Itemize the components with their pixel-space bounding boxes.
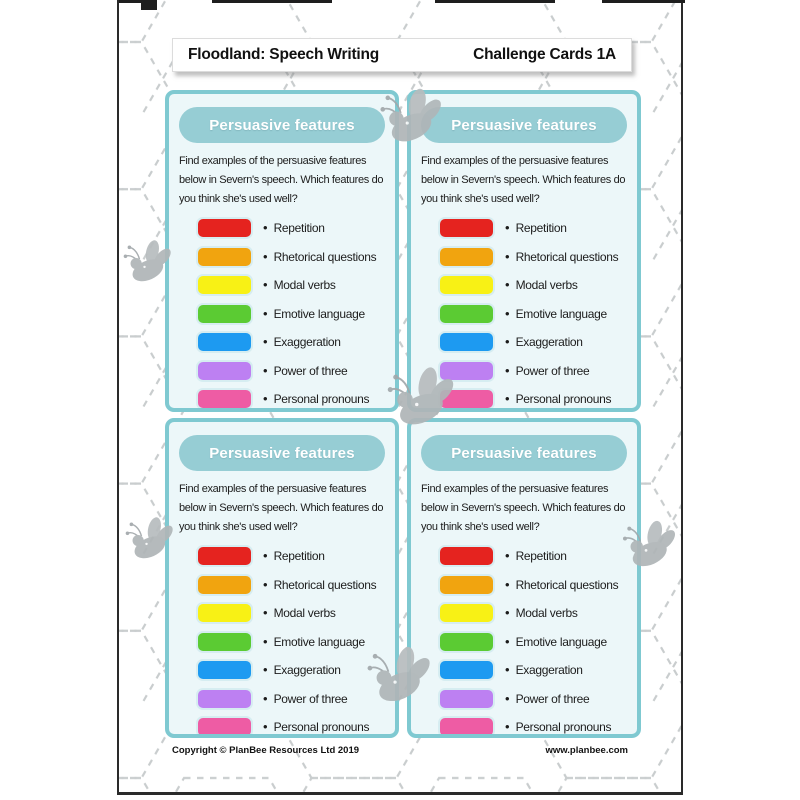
feature-color-swatch [196, 246, 253, 268]
feature-bullet: • [505, 334, 510, 349]
challenge-card [165, 418, 399, 738]
feature-row [196, 659, 395, 681]
footer [119, 745, 681, 756]
feature-label: Personal pronouns [273, 720, 370, 734]
feature-row [196, 274, 395, 296]
feature-bullet: • [263, 605, 268, 620]
feature-color-swatch [438, 274, 495, 296]
feature-color-swatch [196, 659, 253, 681]
card-title-pill [421, 435, 627, 471]
feature-bullet: • [505, 220, 510, 235]
header-badge: Challenge Cards 1A [473, 46, 616, 63]
card-title: Persuasive features [209, 116, 355, 134]
feature-row [196, 360, 395, 382]
feature-row [438, 688, 637, 710]
feature-list [438, 545, 637, 738]
feature-color-swatch [438, 217, 495, 239]
feature-color-swatch [438, 716, 495, 738]
feature-bullet: • [505, 248, 510, 264]
page-edge-mark [212, 0, 332, 3]
feature-list [196, 545, 395, 738]
feature-bullet: • [263, 391, 268, 406]
feature-bullet: • [505, 277, 510, 292]
feature-label: Emotive language [515, 306, 607, 321]
feature-color-swatch [196, 303, 253, 325]
feature-label: Power of three [273, 363, 348, 378]
feature-row [438, 246, 637, 268]
feature-row [438, 303, 637, 325]
challenge-card [407, 90, 641, 412]
feature-label: Emotive language [273, 306, 365, 321]
card-instructions: Find examples of the persuasive features below in Severn's speech. Which features do you think she's used well? [421, 483, 626, 533]
feature-color-swatch [196, 602, 253, 624]
feature-label: Power of three [273, 691, 348, 706]
footer-website: www.planbee.com [545, 745, 628, 756]
feature-color-swatch [438, 602, 495, 624]
feature-bullet: • [505, 362, 510, 378]
feature-label: Personal pronouns [515, 720, 612, 734]
feature-row [196, 602, 395, 624]
feature-row [438, 217, 637, 239]
feature-color-swatch [196, 631, 253, 653]
worksheet-page [117, 0, 683, 795]
feature-color-swatch [438, 331, 495, 353]
feature-label: Power of three [515, 363, 590, 378]
feature-row [438, 574, 637, 596]
feature-bullet: • [505, 719, 510, 734]
feature-bullet: • [263, 220, 268, 235]
feature-color-swatch [438, 688, 495, 710]
card-title: Persuasive features [451, 116, 597, 134]
feature-bullet: • [263, 362, 268, 378]
feature-label: Exaggeration [515, 663, 583, 677]
feature-row [196, 217, 395, 239]
header-bar [172, 38, 632, 72]
feature-color-swatch [196, 217, 253, 239]
card-title-pill [421, 107, 627, 143]
page-edge-mark [602, 0, 685, 3]
feature-bullet: • [505, 633, 510, 649]
feature-color-swatch [438, 360, 495, 382]
feature-row [196, 688, 395, 710]
feature-row [438, 388, 637, 410]
feature-color-swatch [196, 274, 253, 296]
page-edge-mark [435, 0, 555, 3]
feature-row [438, 659, 637, 681]
feature-row [196, 574, 395, 596]
feature-label: Rhetorical questions [515, 249, 619, 264]
card-instructions: Find examples of the persuasive features below in Severn's speech. Which features do you think she's used well? [421, 155, 626, 205]
feature-bullet: • [505, 662, 510, 677]
card-instructions: Find examples of the persuasive features below in Severn's speech. Which features do you think she's used well? [179, 483, 384, 533]
feature-label: Modal verbs [273, 278, 336, 292]
feature-label: Modal verbs [515, 278, 578, 292]
feature-bullet: • [263, 719, 268, 734]
feature-label: Repetition [515, 549, 567, 563]
feature-color-swatch [438, 545, 495, 567]
feature-label: Repetition [273, 221, 325, 235]
feature-color-swatch [438, 388, 495, 410]
footer-copyright: Copyright © PlanBee Resources Ltd 2019 [172, 745, 360, 756]
feature-row [196, 716, 395, 738]
card-title: Persuasive features [209, 444, 355, 462]
feature-list [196, 217, 395, 410]
cards-grid [165, 90, 641, 738]
feature-label: Rhetorical questions [273, 249, 377, 264]
feature-label: Personal pronouns [273, 392, 370, 406]
feature-color-swatch [196, 545, 253, 567]
feature-bullet: • [263, 277, 268, 292]
feature-row [438, 602, 637, 624]
feature-label: Repetition [273, 549, 325, 563]
feature-label: Emotive language [273, 634, 365, 649]
feature-label: Rhetorical questions [515, 577, 619, 592]
feature-row [196, 303, 395, 325]
feature-bullet: • [505, 576, 510, 592]
feature-label: Modal verbs [515, 606, 578, 620]
feature-row [438, 274, 637, 296]
page-edge-mark [141, 0, 157, 10]
feature-label: Exaggeration [273, 335, 341, 349]
feature-row [438, 545, 637, 567]
feature-bullet: • [263, 548, 268, 563]
challenge-card [407, 418, 641, 738]
feature-bullet: • [263, 248, 268, 264]
feature-label: Exaggeration [515, 335, 583, 349]
feature-list [438, 217, 637, 410]
feature-label: Emotive language [515, 634, 607, 649]
feature-label: Power of three [515, 691, 590, 706]
feature-label: Personal pronouns [515, 392, 612, 406]
feature-bullet: • [263, 305, 268, 321]
feature-label: Repetition [515, 221, 567, 235]
feature-color-swatch [196, 716, 253, 738]
feature-label: Rhetorical questions [273, 577, 377, 592]
feature-color-swatch [438, 631, 495, 653]
card-title-pill [179, 435, 385, 471]
feature-bullet: • [505, 391, 510, 406]
feature-label: Modal verbs [273, 606, 336, 620]
feature-row [438, 360, 637, 382]
feature-row [196, 545, 395, 567]
card-title: Persuasive features [451, 444, 597, 462]
feature-row [196, 388, 395, 410]
feature-color-swatch [438, 303, 495, 325]
card-title-pill [179, 107, 385, 143]
feature-label: Exaggeration [273, 663, 341, 677]
feature-bullet: • [505, 548, 510, 563]
feature-color-swatch [196, 331, 253, 353]
feature-row [196, 631, 395, 653]
feature-color-swatch [196, 360, 253, 382]
feature-color-swatch [196, 688, 253, 710]
feature-row [196, 331, 395, 353]
feature-color-swatch [438, 659, 495, 681]
feature-color-swatch [196, 574, 253, 596]
feature-row [438, 631, 637, 653]
feature-bullet: • [263, 576, 268, 592]
feature-bullet: • [263, 334, 268, 349]
challenge-card [165, 90, 399, 412]
feature-bullet: • [505, 305, 510, 321]
page-title: Floodland: Speech Writing [188, 46, 380, 63]
feature-color-swatch [438, 574, 495, 596]
feature-color-swatch [438, 246, 495, 268]
feature-bullet: • [263, 633, 268, 649]
feature-row [438, 331, 637, 353]
feature-row [196, 246, 395, 268]
feature-bullet: • [263, 662, 268, 677]
feature-bullet: • [505, 605, 510, 620]
feature-row [438, 716, 637, 738]
feature-color-swatch [196, 388, 253, 410]
card-instructions: Find examples of the persuasive features below in Severn's speech. Which features do you think she's used well? [179, 155, 384, 205]
feature-bullet: • [263, 690, 268, 706]
feature-bullet: • [505, 690, 510, 706]
